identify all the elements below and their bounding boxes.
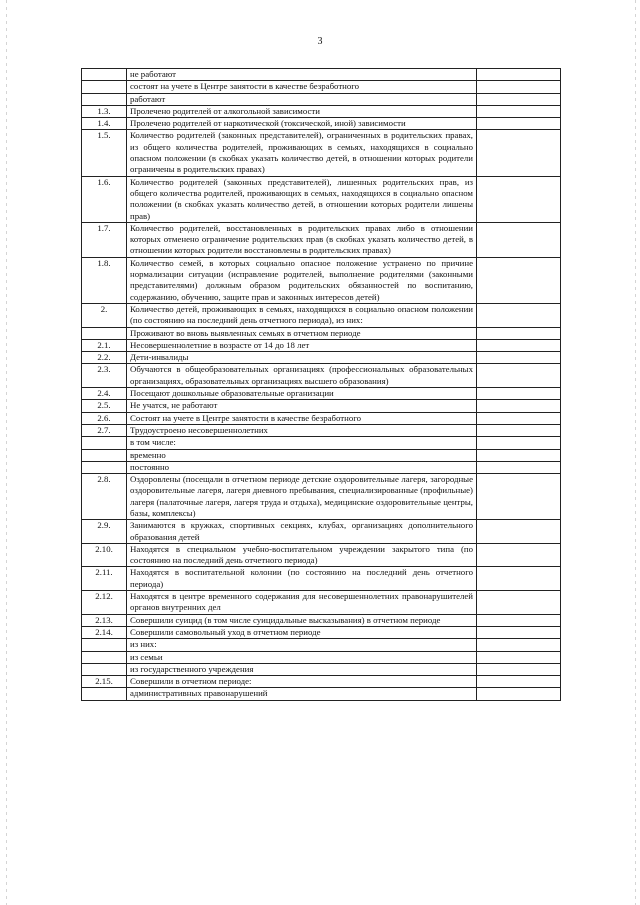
row-value-cell bbox=[477, 364, 561, 388]
table-row bbox=[82, 130, 561, 176]
row-indicator: временно bbox=[127, 449, 477, 461]
row-number: 1.6. bbox=[82, 176, 127, 222]
row-indicator: Занимаются в кружках, спортивных секциях, клубах, организациях дополнительного образования детей bbox=[127, 520, 477, 544]
row-number: 2.1. bbox=[82, 339, 127, 351]
row-value-cell bbox=[477, 567, 561, 591]
row-value-cell bbox=[477, 257, 561, 303]
row-indicator: Обучаются в общеобразовательных организациях (профессиональных образовательных организациях, образовательных организациях высшего образования) bbox=[127, 364, 477, 388]
page-number: 3 bbox=[317, 36, 323, 47]
row-number: 2.6. bbox=[82, 412, 127, 424]
row-number bbox=[82, 327, 127, 339]
row-value-cell bbox=[477, 591, 561, 615]
table-row bbox=[82, 676, 561, 688]
table-row bbox=[82, 424, 561, 436]
row-value-cell bbox=[477, 327, 561, 339]
row-value-cell bbox=[477, 388, 561, 400]
row-number: 2.5. bbox=[82, 400, 127, 412]
row-number: 2.3. bbox=[82, 364, 127, 388]
row-indicator: Трудоустроено несовершеннолетних bbox=[127, 424, 477, 436]
report-table-body bbox=[82, 69, 561, 701]
table-row bbox=[82, 567, 561, 591]
row-indicator: в том числе: bbox=[127, 437, 477, 449]
row-number: 2.15. bbox=[82, 676, 127, 688]
table-row bbox=[82, 364, 561, 388]
row-value-cell bbox=[477, 663, 561, 675]
table-row bbox=[82, 688, 561, 700]
table-row bbox=[82, 118, 561, 130]
table-row bbox=[82, 352, 561, 364]
row-value-cell bbox=[477, 69, 561, 81]
row-number: 2.2. bbox=[82, 352, 127, 364]
row-value-cell bbox=[477, 303, 561, 327]
row-value-cell bbox=[477, 339, 561, 351]
row-indicator: Количество родителей (законных представителей), лишенных родительских прав, из общего количества родителей, проживающих в семьях, находящихся в социально опасном положении (в скобках указать количество детей, в отношении которых родители лишены прав) bbox=[127, 176, 477, 222]
table-row bbox=[82, 176, 561, 222]
table-row bbox=[82, 81, 561, 93]
row-number bbox=[82, 663, 127, 675]
row-value-cell bbox=[477, 676, 561, 688]
row-indicator: Находятся в центре временного содержания для несовершеннолетних правонарушителей органов внутренних дел bbox=[127, 591, 477, 615]
row-indicator: Количество родителей (законных представителей), ограниченных в родительских правах, из общего количества родителей, проживающих в семьях, находящихся в социально опасном положении (в скобках указать количество детей, в отношении которых родители ограничены в родительских правах) bbox=[127, 130, 477, 176]
row-number bbox=[82, 81, 127, 93]
row-value-cell bbox=[477, 93, 561, 105]
row-number: 2.14. bbox=[82, 626, 127, 638]
scan-edge-right bbox=[635, 0, 636, 905]
row-indicator: из них: bbox=[127, 639, 477, 651]
row-value-cell bbox=[477, 118, 561, 130]
row-indicator: работают bbox=[127, 93, 477, 105]
row-value-cell bbox=[477, 461, 561, 473]
row-indicator: Совершили суицид (в том числе суицидальные высказывания) в отчетном периоде bbox=[127, 614, 477, 626]
row-value-cell bbox=[477, 352, 561, 364]
row-number bbox=[82, 651, 127, 663]
table-row bbox=[82, 69, 561, 81]
table-row bbox=[82, 327, 561, 339]
row-indicator: Находятся в специальном учебно-воспитательном учреждении закрытого типа (по состоянию на последний день отчетного периода) bbox=[127, 543, 477, 567]
table-row bbox=[82, 543, 561, 567]
row-number: 2.8. bbox=[82, 474, 127, 520]
row-number bbox=[82, 688, 127, 700]
scan-edge-left bbox=[6, 0, 7, 905]
row-indicator: Количество родителей, восстановленных в родительских правах либо в отношении которых отменено ограничение родительских прав (в скобках указать количество детей, в отношении которых родители восстановлены в родительских правах) bbox=[127, 222, 477, 257]
row-value-cell bbox=[477, 688, 561, 700]
row-number: 1.8. bbox=[82, 257, 127, 303]
row-indicator: Совершили самовольный уход в отчетном периоде bbox=[127, 626, 477, 638]
row-number bbox=[82, 449, 127, 461]
row-value-cell bbox=[477, 130, 561, 176]
table-row bbox=[82, 303, 561, 327]
table-row bbox=[82, 639, 561, 651]
row-number: 2.4. bbox=[82, 388, 127, 400]
row-indicator: административных правонарушений bbox=[127, 688, 477, 700]
table-row bbox=[82, 437, 561, 449]
row-value-cell bbox=[477, 474, 561, 520]
row-number bbox=[82, 93, 127, 105]
row-value-cell bbox=[477, 449, 561, 461]
row-number: 2.9. bbox=[82, 520, 127, 544]
row-number: 1.5. bbox=[82, 130, 127, 176]
row-value-cell bbox=[477, 543, 561, 567]
row-number: 1.7. bbox=[82, 222, 127, 257]
report-table bbox=[81, 68, 561, 701]
row-indicator: постоянно bbox=[127, 461, 477, 473]
table-row bbox=[82, 651, 561, 663]
row-value-cell bbox=[477, 651, 561, 663]
row-indicator: Дети-инвалиды bbox=[127, 352, 477, 364]
table-row bbox=[82, 388, 561, 400]
row-number: 2.12. bbox=[82, 591, 127, 615]
row-value-cell bbox=[477, 614, 561, 626]
row-number: 2.7. bbox=[82, 424, 127, 436]
table-row bbox=[82, 461, 561, 473]
row-indicator: Совершили в отчетном периоде: bbox=[127, 676, 477, 688]
row-indicator: Пролечено родителей от алкогольной зависимости bbox=[127, 105, 477, 117]
row-indicator: не работают bbox=[127, 69, 477, 81]
row-value-cell bbox=[477, 520, 561, 544]
row-number: 2.10. bbox=[82, 543, 127, 567]
row-indicator: Оздоровлены (посещали в отчетном периоде детские оздоровительные лагеря, загородные оздоровительные лагеря, лагеря дневного пребывания, специализированные (профильные) лагеря (палаточные лагеря, лагеря труда и отдыха), медицинские оздоровительные центры, базы, комплексы) bbox=[127, 474, 477, 520]
table-row bbox=[82, 105, 561, 117]
table-row bbox=[82, 449, 561, 461]
table-row bbox=[82, 663, 561, 675]
table-row bbox=[82, 339, 561, 351]
row-indicator: Количество семей, в которых социально опасное положение устранено по причине нормализации ситуации (исправление родителей, выполнение родителями (законными представителями) должным образом родительских обязанностей по воспитанию, содержанию, обучению, защите прав и законных интересов детей) bbox=[127, 257, 477, 303]
row-number: 1.3. bbox=[82, 105, 127, 117]
row-number bbox=[82, 69, 127, 81]
row-value-cell bbox=[477, 639, 561, 651]
row-indicator: из семьи bbox=[127, 651, 477, 663]
table-row bbox=[82, 520, 561, 544]
table-row bbox=[82, 257, 561, 303]
row-indicator: Состоят на учете в Центре занятости в качестве безработного bbox=[127, 412, 477, 424]
row-indicator: Посещают дошкольные образовательные организации bbox=[127, 388, 477, 400]
table-row bbox=[82, 614, 561, 626]
row-number: 2.13. bbox=[82, 614, 127, 626]
table-row bbox=[82, 412, 561, 424]
row-value-cell bbox=[477, 626, 561, 638]
row-indicator: состоят на учете в Центре занятости в качестве безработного bbox=[127, 81, 477, 93]
table-row bbox=[82, 626, 561, 638]
row-indicator: Количество детей, проживающих в семьях, находящихся в социально опасном положении (по состоянию на последний день отчетного периода), из них: bbox=[127, 303, 477, 327]
row-number: 1.4. bbox=[82, 118, 127, 130]
table-row bbox=[82, 474, 561, 520]
row-value-cell bbox=[477, 222, 561, 257]
row-number bbox=[82, 461, 127, 473]
row-value-cell bbox=[477, 105, 561, 117]
row-value-cell bbox=[477, 412, 561, 424]
table-row bbox=[82, 591, 561, 615]
row-indicator: из государственного учреждения bbox=[127, 663, 477, 675]
row-indicator: Проживают во вновь выявленных семьях в отчетном периоде bbox=[127, 327, 477, 339]
row-value-cell bbox=[477, 400, 561, 412]
row-value-cell bbox=[477, 176, 561, 222]
row-number bbox=[82, 437, 127, 449]
table-row bbox=[82, 93, 561, 105]
row-number bbox=[82, 639, 127, 651]
row-indicator: Несовершеннолетние в возрасте от 14 до 18 лет bbox=[127, 339, 477, 351]
row-indicator: Не учатся, не работают bbox=[127, 400, 477, 412]
row-number: 2.11. bbox=[82, 567, 127, 591]
row-number: 2. bbox=[82, 303, 127, 327]
row-indicator: Находятся в воспитательной колонии (по состоянию на последний день отчетного периода) bbox=[127, 567, 477, 591]
row-value-cell bbox=[477, 437, 561, 449]
row-value-cell bbox=[477, 424, 561, 436]
table-row bbox=[82, 400, 561, 412]
table-row bbox=[82, 222, 561, 257]
row-value-cell bbox=[477, 81, 561, 93]
row-indicator: Пролечено родителей от наркотической (токсической, иной) зависимости bbox=[127, 118, 477, 130]
